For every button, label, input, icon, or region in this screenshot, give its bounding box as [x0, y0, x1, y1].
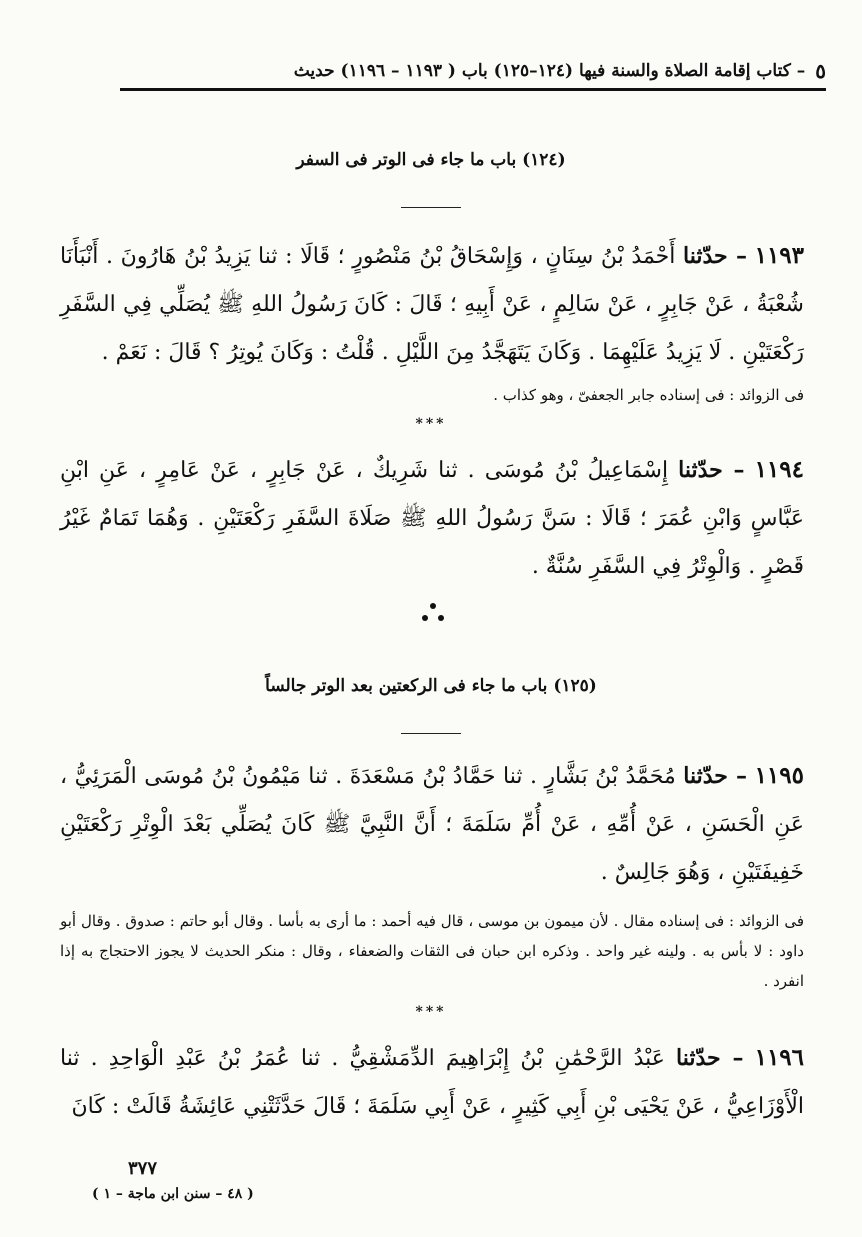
hadith-note-1193: فى الزوائد : فى إسناده جابر الجعفىّ ، وهو كذاب .: [493, 386, 804, 404]
title-rule: [401, 733, 461, 734]
printer-signature: ( ٤٨ – سنن ابن ماجة – ١ ): [92, 1186, 254, 1202]
header-page-label: ٥: [815, 59, 826, 83]
hadith-text: مُحَمَّدُ بْنُ بَشَّارٍ . ثنا حَمَّادُ بْنُ مَسْعَدَةَ . ثنا مَيْمُونُ بْنُ مُوسَى الْمَرَئِيُّ ، عَنِ الْحَسَنِ ، عَنْ أُمِّهِ ، عَنْ أُمِّ سَلَمَةَ ؛ أَنَّ النَّبِيَّ ﷺ كَانَ يُصَلِّي بَعْدَ الْوِتْرِ رَكْعَتَيْنِ خَفِيفَتَيْنِ ، وَهُوَ جَالِسٌ .: [60, 764, 804, 885]
hadith-1195: [60, 752, 804, 897]
hadith-intro: – حدّثنا: [683, 763, 748, 789]
hadith-text: عَبْدُ الرَّحْمَٰنِ بْنُ إِبْرَاهِيمَ الدِّمَشْقِيُّ . ثنا عُمَرُ بْنُ عَبْدِ الْوَاحِدِ . ثنا الْأَوْزَاعِيُّ ، عَنْ يَحْيَى بْنِ أَبِي كَثِيرٍ ، عَنْ أَبِي سَلَمَةَ ؛ قَالَ حَدَّثَتْنِي عَائِشَةُ قَالَتْ : كَانَ: [60, 1046, 804, 1119]
hadith-1194: [60, 446, 804, 591]
hadith-number: ١١٩٦: [754, 1044, 805, 1071]
page-number: ٣٧٧: [128, 1158, 158, 1179]
hadith-1196: [60, 1034, 804, 1131]
separator-stars: ***: [415, 1004, 447, 1020]
hadith-intro: – حدّثنا: [676, 1045, 744, 1071]
chapter-title-125: (١٢٥) باب ما جاء فى الركعتين بعد الوتر جالساً: [265, 676, 597, 696]
hadith-note-1195: فى الزوائد : فى إسناده مقال . لأن ميمون بن موسى ، قال فيه أحمد : ما أرى به بأسا . وقال أبو حاتم : صدوق . وقال أبو داود : لا بأس به . ولينه غير واحد . وذكره ابن حبان فى الثقات والضعفاء ، وقال : منكر الحديث لا يجوز الاحتجاج به إذا انفرد .: [60, 912, 804, 990]
hadith-number: ١١٩٣: [754, 242, 805, 269]
title-rule: [401, 207, 461, 208]
chapter-title-124: (١٢٤) باب ما جاء فى الوتر فى السفر: [296, 150, 566, 170]
separator-stars: ***: [415, 416, 447, 432]
ornament-dots: [418, 603, 448, 625]
hadith-text: أَحْمَدُ بْنُ سِنَانٍ ، وَإِسْحَاقُ بْنُ مَنْصُورٍ ؛ قَالَا : ثنا يَزِيدُ بْنُ هَارُونَ . أَنْبَأَنَا شُعْبَةُ ، عَنْ جَابِرٍ ، عَنْ سَالِمٍ ، عَنْ أَبِيهِ ؛ قَالَ : كَانَ رَسُولُ اللهِ ﷺ يُصَلِّي فِي السَّفَرِ رَكْعَتَيْنِ . لَا يَزِيدُ عَلَيْهِمَا . وَكَانَ يَتَهَجَّدُ مِنَ اللَّيْلِ . قُلْتُ : وَكَانَ يُوتِرُ ؟ قَالَ : نَعَمْ .: [60, 244, 804, 365]
hadith-1193: [60, 232, 804, 377]
header-title: – كتاب إقامة الصلاة والسنة فيها (١٢٤–١٢٥) باب ( ١١٩٣ – ١١٩٦) حديث: [293, 61, 806, 81]
hadith-intro: – حدّثنا: [683, 243, 747, 269]
hadith-number: ١١٩٥: [754, 762, 804, 789]
hadith-intro: – حدّثنا: [678, 457, 745, 483]
running-header: [120, 54, 826, 91]
hadith-text: إِسْمَاعِيلُ بْنُ مُوسَى . ثنا شَرِيكٌ ، عَنْ جَابِرٍ ، عَنْ عَامِرٍ ، عَنِ ابْنِ عَبَّاسٍ وَابْنِ عُمَرَ ؛ قَالَا : سَنَّ رَسُولُ اللهِ ﷺ صَلَاةَ السَّفَرِ رَكْعَتَيْنِ . وَهُمَا تَمَامٌ غَيْرُ قَصْرٍ . وَالْوِتْرُ فِي السَّفَرِ سُنَّةٌ .: [60, 458, 804, 579]
hadith-number: ١١٩٤: [754, 456, 804, 483]
